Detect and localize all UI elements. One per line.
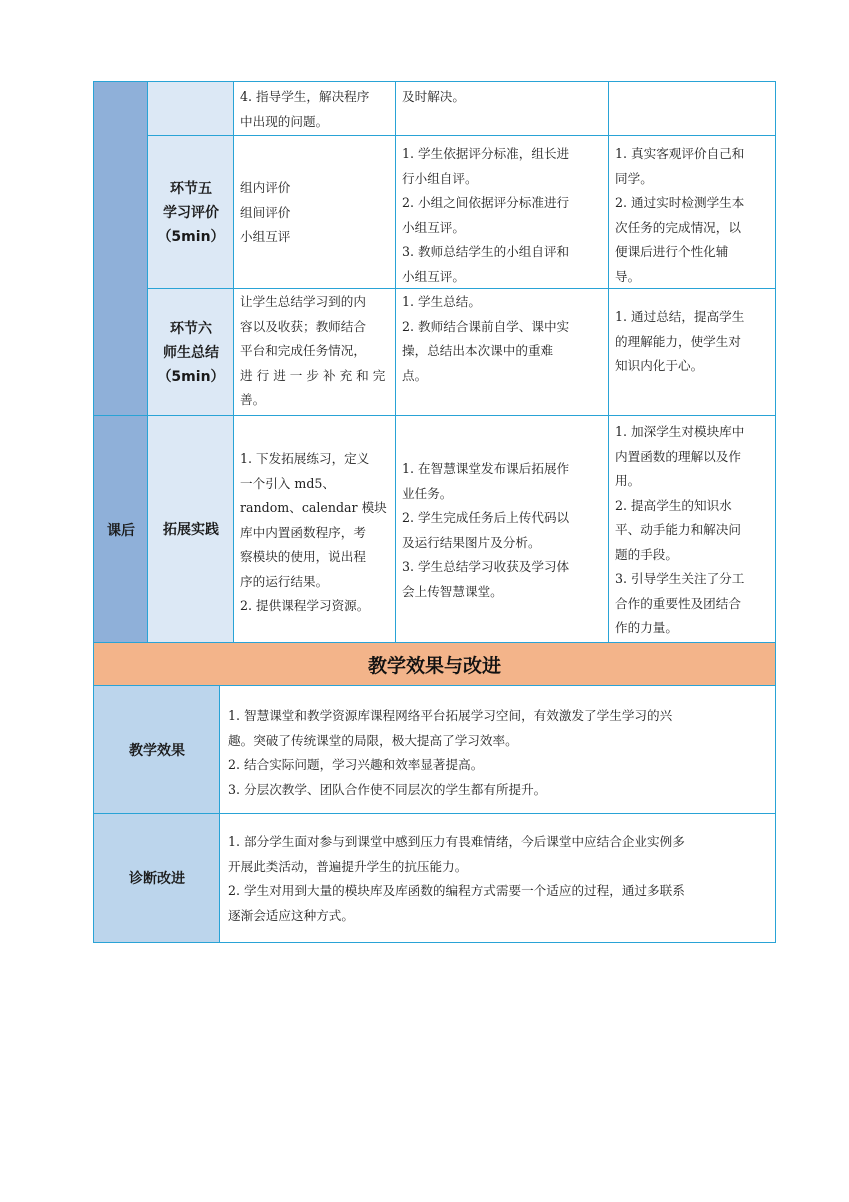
text-line: 题的手段。 <box>615 546 678 562</box>
step-label-extension <box>147 415 235 644</box>
text-line: 的理解能力，使学生对 <box>615 333 741 349</box>
text-line: 组内评价 <box>240 180 291 195</box>
student-activity-cell <box>395 415 610 644</box>
text-line: 组间评价 <box>240 204 291 220</box>
text-line: 内置函数的理解以及作 <box>615 448 741 464</box>
step-label-evaluation <box>147 135 235 290</box>
student-activity-cell <box>395 81 610 137</box>
improve-label: 诊断改进 <box>129 871 185 887</box>
text-line: 一个引入 md5、 <box>240 475 335 491</box>
text-line: 开展此类活动，普遍提升学生的抗压能力。 <box>228 858 468 874</box>
text-line: 1. 学生依据评分标准，组长进 <box>402 146 570 161</box>
text-line: 小组互评。 <box>402 268 465 284</box>
text-line: 知识内化于心。 <box>615 358 704 373</box>
text-line: 次任务的完成情况，以 <box>615 219 741 235</box>
effect-label-cell <box>93 685 221 815</box>
stage-cell-after-class <box>93 415 149 644</box>
step-title: 师生总结 <box>162 344 219 361</box>
teaching-content-cell <box>233 135 397 290</box>
section-header <box>93 642 776 687</box>
text-line: 同学。 <box>615 170 653 186</box>
improve-content-cell <box>219 813 776 943</box>
section-title: 教学效果与改进 <box>367 655 501 677</box>
text-line: 1. 通过总结，提高学生 <box>615 309 745 324</box>
text-line: 1. 智慧课堂和教学资源库课程网络平台拓展学习空间，有效激发了学生学习的兴 <box>228 708 673 723</box>
text-line: 点。 <box>402 367 428 383</box>
text-line: 小组互评。 <box>402 219 465 235</box>
text-line: 操，总结出本次课中的重难 <box>402 343 554 358</box>
student-activity-cell <box>395 135 610 290</box>
text-line: random、calendar 模块 <box>240 500 387 515</box>
text-line: 3. 教师总结学生的小组自评和 <box>402 244 570 259</box>
text-line: 1. 部分学生面对参与到课堂中感到压力有畏难情绪，今后课堂中应结合企业实例多 <box>228 834 685 849</box>
text-line: 导。 <box>615 268 641 284</box>
text-line: 2. 学生完成任务后上传代码以 <box>402 510 570 525</box>
step-title: 拓展实践 <box>163 521 219 538</box>
step-label-summary <box>147 288 235 417</box>
student-activity-cell <box>395 288 610 417</box>
text-line: 会上传智慧课堂。 <box>402 583 503 599</box>
text-line: 进 行 进 一 步 补 充 和 完 <box>240 367 386 383</box>
step-name: 环节六 <box>169 320 212 337</box>
text-line: 及运行结果图片及分析。 <box>402 534 541 550</box>
text-line: 2. 提供课程学习资源。 <box>240 598 370 613</box>
stage-label: 课后 <box>107 522 135 539</box>
text-line: 平台和完成任务情况， <box>240 343 366 358</box>
text-line: 1. 加深学生对模块库中 <box>615 424 745 439</box>
design-intent-cell <box>608 415 776 644</box>
design-intent-cell <box>608 135 776 290</box>
text-line: 平、动手能力和解决问 <box>615 522 741 537</box>
step-duration: （5min） <box>157 368 225 385</box>
text-line: 作的力量。 <box>615 620 678 635</box>
step-title: 学习评价 <box>162 204 219 221</box>
text-line: 2. 教师结合课前自学、课中实 <box>402 318 570 334</box>
text-line: 2. 提高学生的知识水 <box>615 497 732 513</box>
text-line: 1. 下发拓展练习，定义 <box>240 451 370 466</box>
text-line: 2. 结合实际问题，学习兴趣和效率显著提高。 <box>228 757 484 772</box>
text-line: 合作的重要性及团结合 <box>615 595 741 611</box>
text-line: 善。 <box>240 392 266 407</box>
effect-label: 教学效果 <box>129 743 185 759</box>
text-line: 1. 在智慧课堂发布课后拓展作 <box>402 461 570 476</box>
text-line: 让学生总结学习到的内 <box>240 294 366 309</box>
stage-cell-in-class <box>93 81 149 417</box>
improve-label-cell <box>93 813 221 943</box>
effect-content-cell <box>219 685 776 815</box>
teaching-content-cell <box>233 415 397 644</box>
text-line: 3. 引导学生关注了分工 <box>615 571 745 586</box>
text-line: 容以及收获；教师结合 <box>240 318 366 334</box>
teaching-content-cell <box>233 81 397 137</box>
text-line: 察模块的使用，说出程 <box>240 549 366 564</box>
design-intent-cell <box>608 81 776 137</box>
text-line: 4. 指导学生，解决程序 <box>240 89 370 104</box>
text-line: 1. 真实客观评价自己和 <box>615 146 745 161</box>
text-line: 逐渐会适应这种方式。 <box>228 907 354 923</box>
design-intent-cell <box>608 288 776 417</box>
text-line: 库中内置函数程序，考 <box>240 524 366 540</box>
text-line: 2. 小组之间依据评分标准进行 <box>402 195 570 210</box>
text-line: 业任务。 <box>402 485 453 501</box>
text-line: 便课后进行个性化辅 <box>615 244 729 259</box>
text-line: 及时解决。 <box>402 89 465 104</box>
text-line: 行小组自评。 <box>402 170 478 186</box>
text-line: 中出现的问题。 <box>240 113 329 129</box>
text-line: 3. 分层次教学、团队合作使不同层次的学生都有所提升。 <box>228 781 547 797</box>
step-duration: （5min） <box>157 228 225 245</box>
step-label-cell <box>147 81 235 137</box>
step-name: 环节五 <box>169 180 212 197</box>
text-line: 用。 <box>615 473 641 488</box>
text-line: 1. 学生总结。 <box>402 294 481 309</box>
teaching-content-cell <box>233 288 397 417</box>
text-line: 趣。突破了传统课堂的局限，极大提高了学习效率。 <box>228 732 518 748</box>
text-line: 序的运行结果。 <box>240 573 329 589</box>
text-line: 3. 学生总结学习收获及学习体 <box>402 559 570 574</box>
text-line: 2. 学生对用到大量的模块库及库函数的编程方式需要一个适应的过程，通过多联系 <box>228 883 685 898</box>
text-line: 2. 通过实时检测学生本 <box>615 195 745 210</box>
text-line: 小组互评 <box>240 229 291 244</box>
